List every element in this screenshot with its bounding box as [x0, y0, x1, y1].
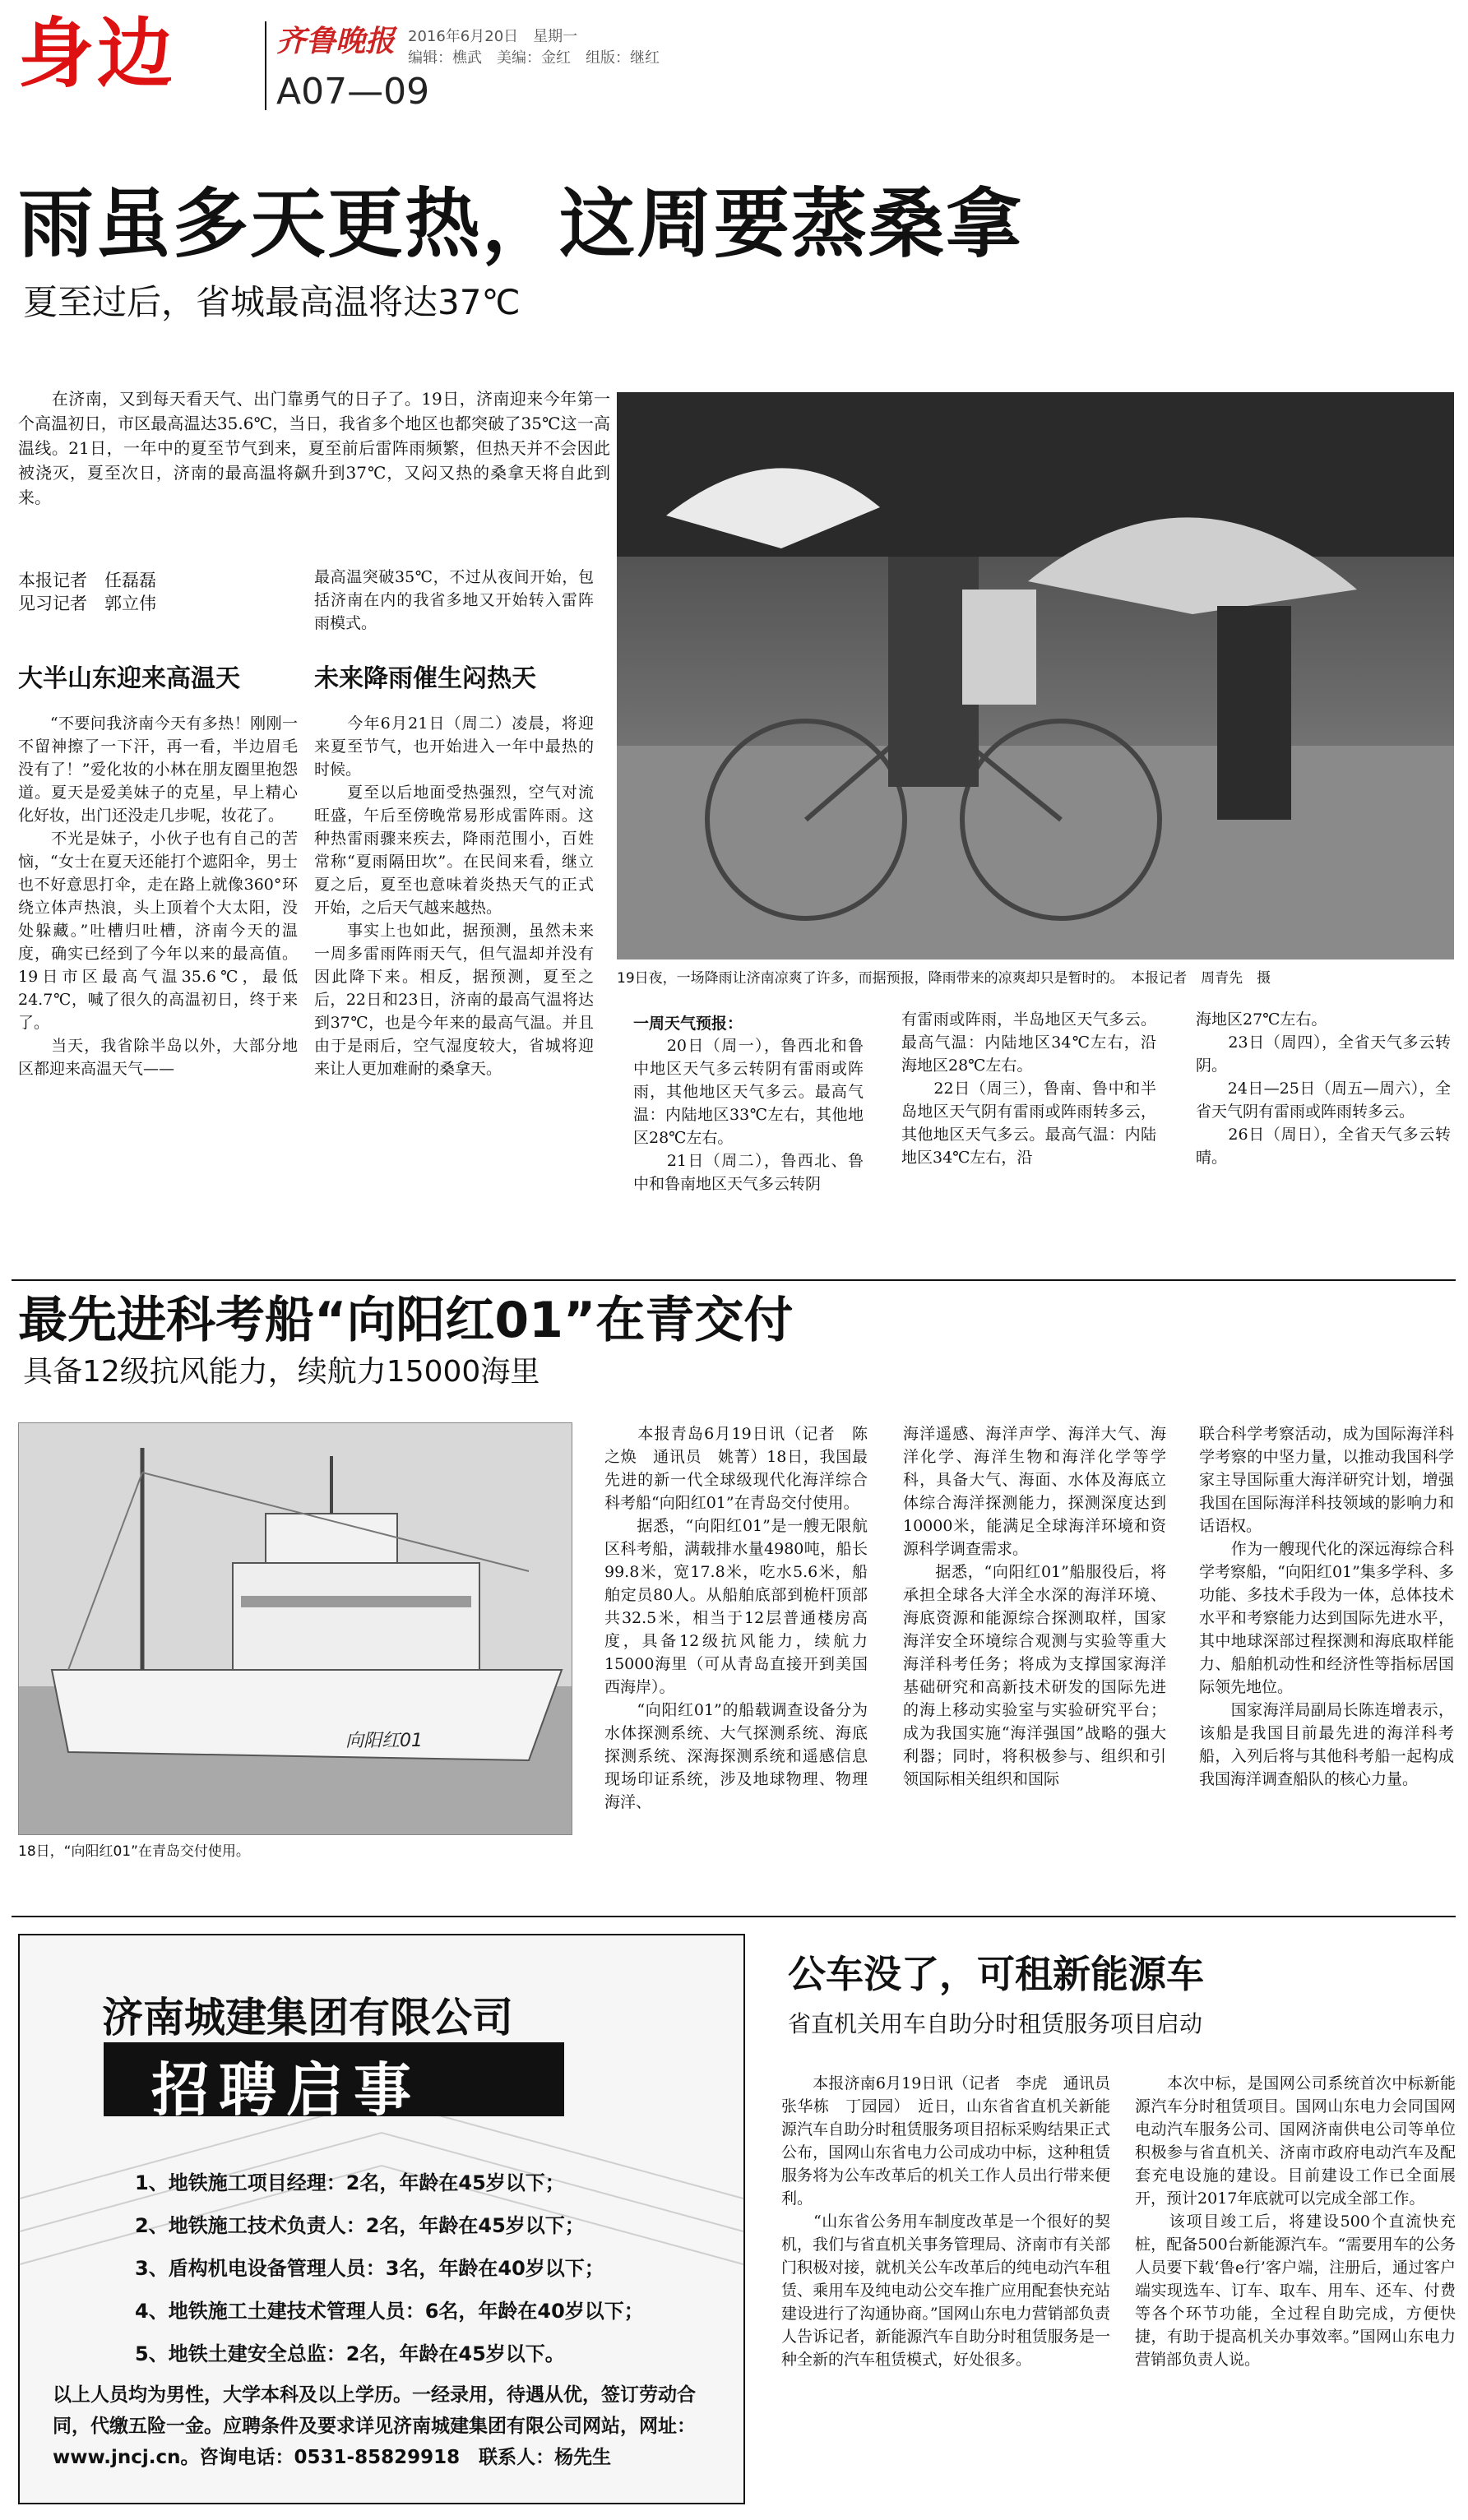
editors-line: 编辑：樵武 美编：金红 组版：继红 [408, 49, 660, 67]
ship-photo-caption: 18日，“向阳红01”在青岛交付使用。 [18, 1843, 250, 1860]
ad-title: 招聘启事 [151, 2055, 421, 2124]
byline-reporter: 本报记者 任磊磊 [18, 571, 156, 590]
subhead-ship: 具备12级抗风能力，续航力15000海里 [23, 1355, 540, 1389]
masthead-divider-vertical [265, 21, 266, 110]
newspaper-logo: 齐鲁晚报 [276, 24, 396, 58]
section-divider-1 [12, 1279, 1456, 1281]
ev-column-1: 本报济南6月19日讯（记者 李虎 通讯员 张华栋 丁园园） 近日，山东省省直机关新能源汽车自助分时租赁服务项目招标采购结果正式公布，国网山东省电力公司成功中标，这种租赁服务将为公车改革后的机关工作人员出行带来便利。 “山东省公务用车制度改革是一个很好的契机，我们与省直机关事务管理局、济南市有关部门积极对接，就机关公车改革后的纯电动汽车租赁、乘用车及纯电动公交车推广应用配套快充站建设进行了沟通协商。”国网山东电力营销部负责人告诉记者，新能源汽车自助分时租赁服务是一种全新的汽车租赁模式，好处很多。 [781, 2074, 1110, 2369]
headline-weather: 雨虽多天更热，这周要蒸桑拿 [18, 180, 1024, 268]
subheading-heat: 大半山东迎来高温天 [18, 664, 240, 693]
forecast-column-3: 海地区27℃左右。 23日（周四），全省天气多云转阴。 24日—25日（周五—周六），全省天气阴有雷雨或阵雨转多云。 26日（周日），全省天气多云转晴。 [1196, 1010, 1451, 1167]
forecast-column-2: 有雷雨或阵雨，半岛地区天气多云。最高气温：内陆地区34℃左右，沿海地区28℃左右。 22日（周三），鲁南、鲁中和半岛地区天气阴有雷雨或阵雨转多云，其他地区天气多云。最高气温：内陆地区34℃左右，沿 [901, 1010, 1156, 1167]
weather-column-2: 今年6月21日（周二）凌晨，将迎来夏至节气，也开始进入一年中最热的时候。 夏至以后地面受热强烈，空气对流旺盛，午后至傍晚常易形成雷阵雨。这种热雷雨骤来疾去，降雨范围小，百姓常称“夏雨隔田坎”。在民间来看，继立夏之后，夏至也意味着炎热天气的正式开始，之后天气越来越热。 事实上也如此，据预测，虽然未来一周多雷雨阵雨天气，但气温却并没有因此降下来。相反，据预测，夏至之后，22日和23日，济南的最高气温将达到37℃，也是今年来的最高气温。并且由于是雨后，空气湿度较大，省城将迎来让人更加难耐的桑拿天。 [314, 714, 594, 1078]
ad-contact-info: 以上人员均为男性，大学本科及以上学历。一经录用，待遇从优，签订劳动合同，代缴五险一金。应聘条件及要求详见济南城建集团有限公司网站，网址：www.jncj.cn。咨询电话：0531-85829918 联系人：杨先生 [53, 2384, 696, 2468]
section-divider-2 [12, 1916, 1456, 1917]
byline-trainee: 见习记者 郭立伟 [18, 594, 156, 613]
subhead-ev-rental: 省直机关用车自助分时租赁服务项目启动 [788, 2010, 1203, 2037]
ship-column-2: 海洋遥感、海洋声学、海洋大气、海洋化学、海洋生物和海洋化学等学科，具备大气、海面、水体及海底立体综合海洋探测能力，探测深度达到10000米，能满足全球海洋环境和资源科学调查需求。 据悉，“向阳红01”船服役后，将承担全球各大洋全水深的海洋环境、海底资源和能源综合探测取样，国家海洋安全环境综合观测与实验等重大海洋科考任务；将成为支撑国家海洋基础研究和高新技术研发的国际先进的海上移动实验室与实验研究平台；成为我国实施“海洋强国”战略的强大利器；同时，将积极参与、组织和引领国际相关组织和国际 [903, 1425, 1166, 1788]
ship-column-1: 本报青岛6月19日讯（记者 陈之焕 通讯员 姚菁）18日，我国最先进的新一代全球级现代化海洋综合科考船“向阳红01”在青岛交付使用。 据悉，“向阳红01”是一艘无限航区科考船，满载排水量4980吨，船长99.8米，宽17.8米，吃水5.6米，船舶定员80人。从船舶底部到桅杆顶部共32.5米，相当于12层普通楼房高度，具备12级抗风能力，续航力15000海里（可从青岛直接开到美国西海岸）。 “向阳红01”的船载调查设备分为水体探测系统、大气探测系统、海底探测系统、深海探测系统和遥感信息现场印证系统，涉及地球物理、物理海洋、 [604, 1425, 868, 1811]
ad-job-item: 3、盾构机电设备管理人员：3名，年龄在40岁以下； [135, 2257, 604, 2280]
ad-job-item: 1、地铁施工项目经理：2名，年龄在45岁以下； [135, 2171, 565, 2194]
weather-lead-paragraph: 在济南，又到每天看天气、出门靠勇气的日子了。19日，济南迎来今年第一个高温初日，市区最高温达35.6℃，当日，我省多个地区也都突破了35℃这一高温线。21日，一年中的夏至节气到来，夏至前后雷阵雨频繁，但热天并不会因此被浇灭，夏至次日，济南的最高温将飙升到37℃，又闷又热的桑拿天将自此到来。 [18, 389, 610, 507]
section-name: 身边 [18, 10, 177, 98]
ship-photo [18, 1422, 572, 1835]
headline-ship: 最先进科考船“向阳红01”在青交付 [18, 1292, 794, 1349]
ev-column-2: 本次中标，是国网公司系统首次中标新能源汽车分时租赁项目。国网山东电力会同国网电动汽车服务公司、国网济南供电公司等单位积极参与省直机关、济南市政府电动汽车及配套充电设施的建设。目前建设工作已全面展开，预计2017年底就可以完成全部工作。 该项目竣工后，将建设500个直流快充桩，配备500台新能源汽车。“需要用车的公务人员要下载‘鲁e行’客户端，注册后，通过客户端实现选车、订车、取车、用车、还车、付费等各个环节功能，全过程自助完成，方便快捷，有助于提高机关办事效率。”国网山东电力营销部负责人说。 [1135, 2074, 1456, 2369]
ad-job-item: 2、地铁施工技术负责人：2名，年龄在45岁以下； [135, 2214, 585, 2237]
rain-photo-caption: 19日夜，一场降雨让济南凉爽了许多，而据预报，降雨带来的凉爽却只是暂时的。 本报记者 周青先 摄 [617, 970, 1271, 987]
ad-company-name: 济南城建集团有限公司 [102, 1993, 513, 2041]
ship-column-3: 联合科学考察活动，成为国际海洋科学考察的中坚力量，以推动我国科学家主导国际重大海洋研究计划，增强我国在国际海洋科技领域的影响力和话语权。 作为一艘现代化的深远海综合科学考察船，“向阳红01”集多学科、多功能、多技术手段为一体，总体技术水平和考察能力达到国际先进水平，其中地球深部过程探测和海底取样能力、船舶机动性和经济性等指标居国际领先地位。 国家海洋局副局长陈连增表示，该船是我国目前最先进的海洋科考船，入列后将与其他科考船一起构成我国海洋调查船队的核心力量。 [1199, 1425, 1454, 1788]
subheading-rain: 未来降雨催生闷热天 [314, 664, 536, 693]
col-top-continuation: 最高温突破35℃，不过从夜间开始，包括济南在内的我省多地又开始转入雷阵雨模式。 [314, 568, 594, 632]
ship-name-lettering: 向阳红01 [345, 1731, 423, 1751]
weekly-forecast-title: 一周天气预报： [633, 1015, 743, 1033]
subhead-weather: 夏至过后，省城最高温将达37℃ [23, 282, 521, 322]
ad-job-item: 5、地铁土建安全总监：2名，年龄在45岁以下。 [135, 2342, 565, 2365]
rain-street-photo [617, 392, 1454, 959]
recruitment-ad [18, 1934, 745, 2504]
weather-column-1: “不要问我济南今天有多热！刚刚一不留神擦了一下汗，再一看，半边眉毛没有了！”爱化妆的小林在朋友圈里抱怨道。夏天是爱美妹子的克星，早上精心化好妆，出门还没走几步呢，妆花了。 不光是妹子，小伙子也有自己的苦恼，“女士在夏天还能打个遮阳伞，男士也不好意思打伞，走在路上就像360°环绕立体声热浪，头上顶着个大太阳，没处躲藏。”吐槽归吐槽，济南今天的温度，确实已经到了今年以来的最高值。19日市区最高气温35.6℃，最低24.7℃，喊了很久的高温初日，终于来了。 当天，我省除半岛以外，大部分地区都迎来高温天气—— [18, 714, 298, 1078]
page-number: A07—09 [276, 71, 430, 113]
headline-ev-rental: 公车没了，可租新能源车 [788, 1952, 1204, 1996]
forecast-column-1: 20日（周一），鲁西北和鲁中地区天气多云转阴有雷雨或阵雨，其他地区天气多云。最高气温：内陆地区33℃左右，其他地区28℃左右。 21日（周二），鲁西北、鲁中和鲁南地区天气多云转阴 [633, 1037, 864, 1193]
issue-date: 2016年6月20日 星期一 [408, 28, 578, 45]
ad-job-list [135, 2162, 694, 2375]
ad-job-item: 4、地铁施工土建技术管理人员：6名，年龄在40岁以下； [135, 2300, 644, 2323]
